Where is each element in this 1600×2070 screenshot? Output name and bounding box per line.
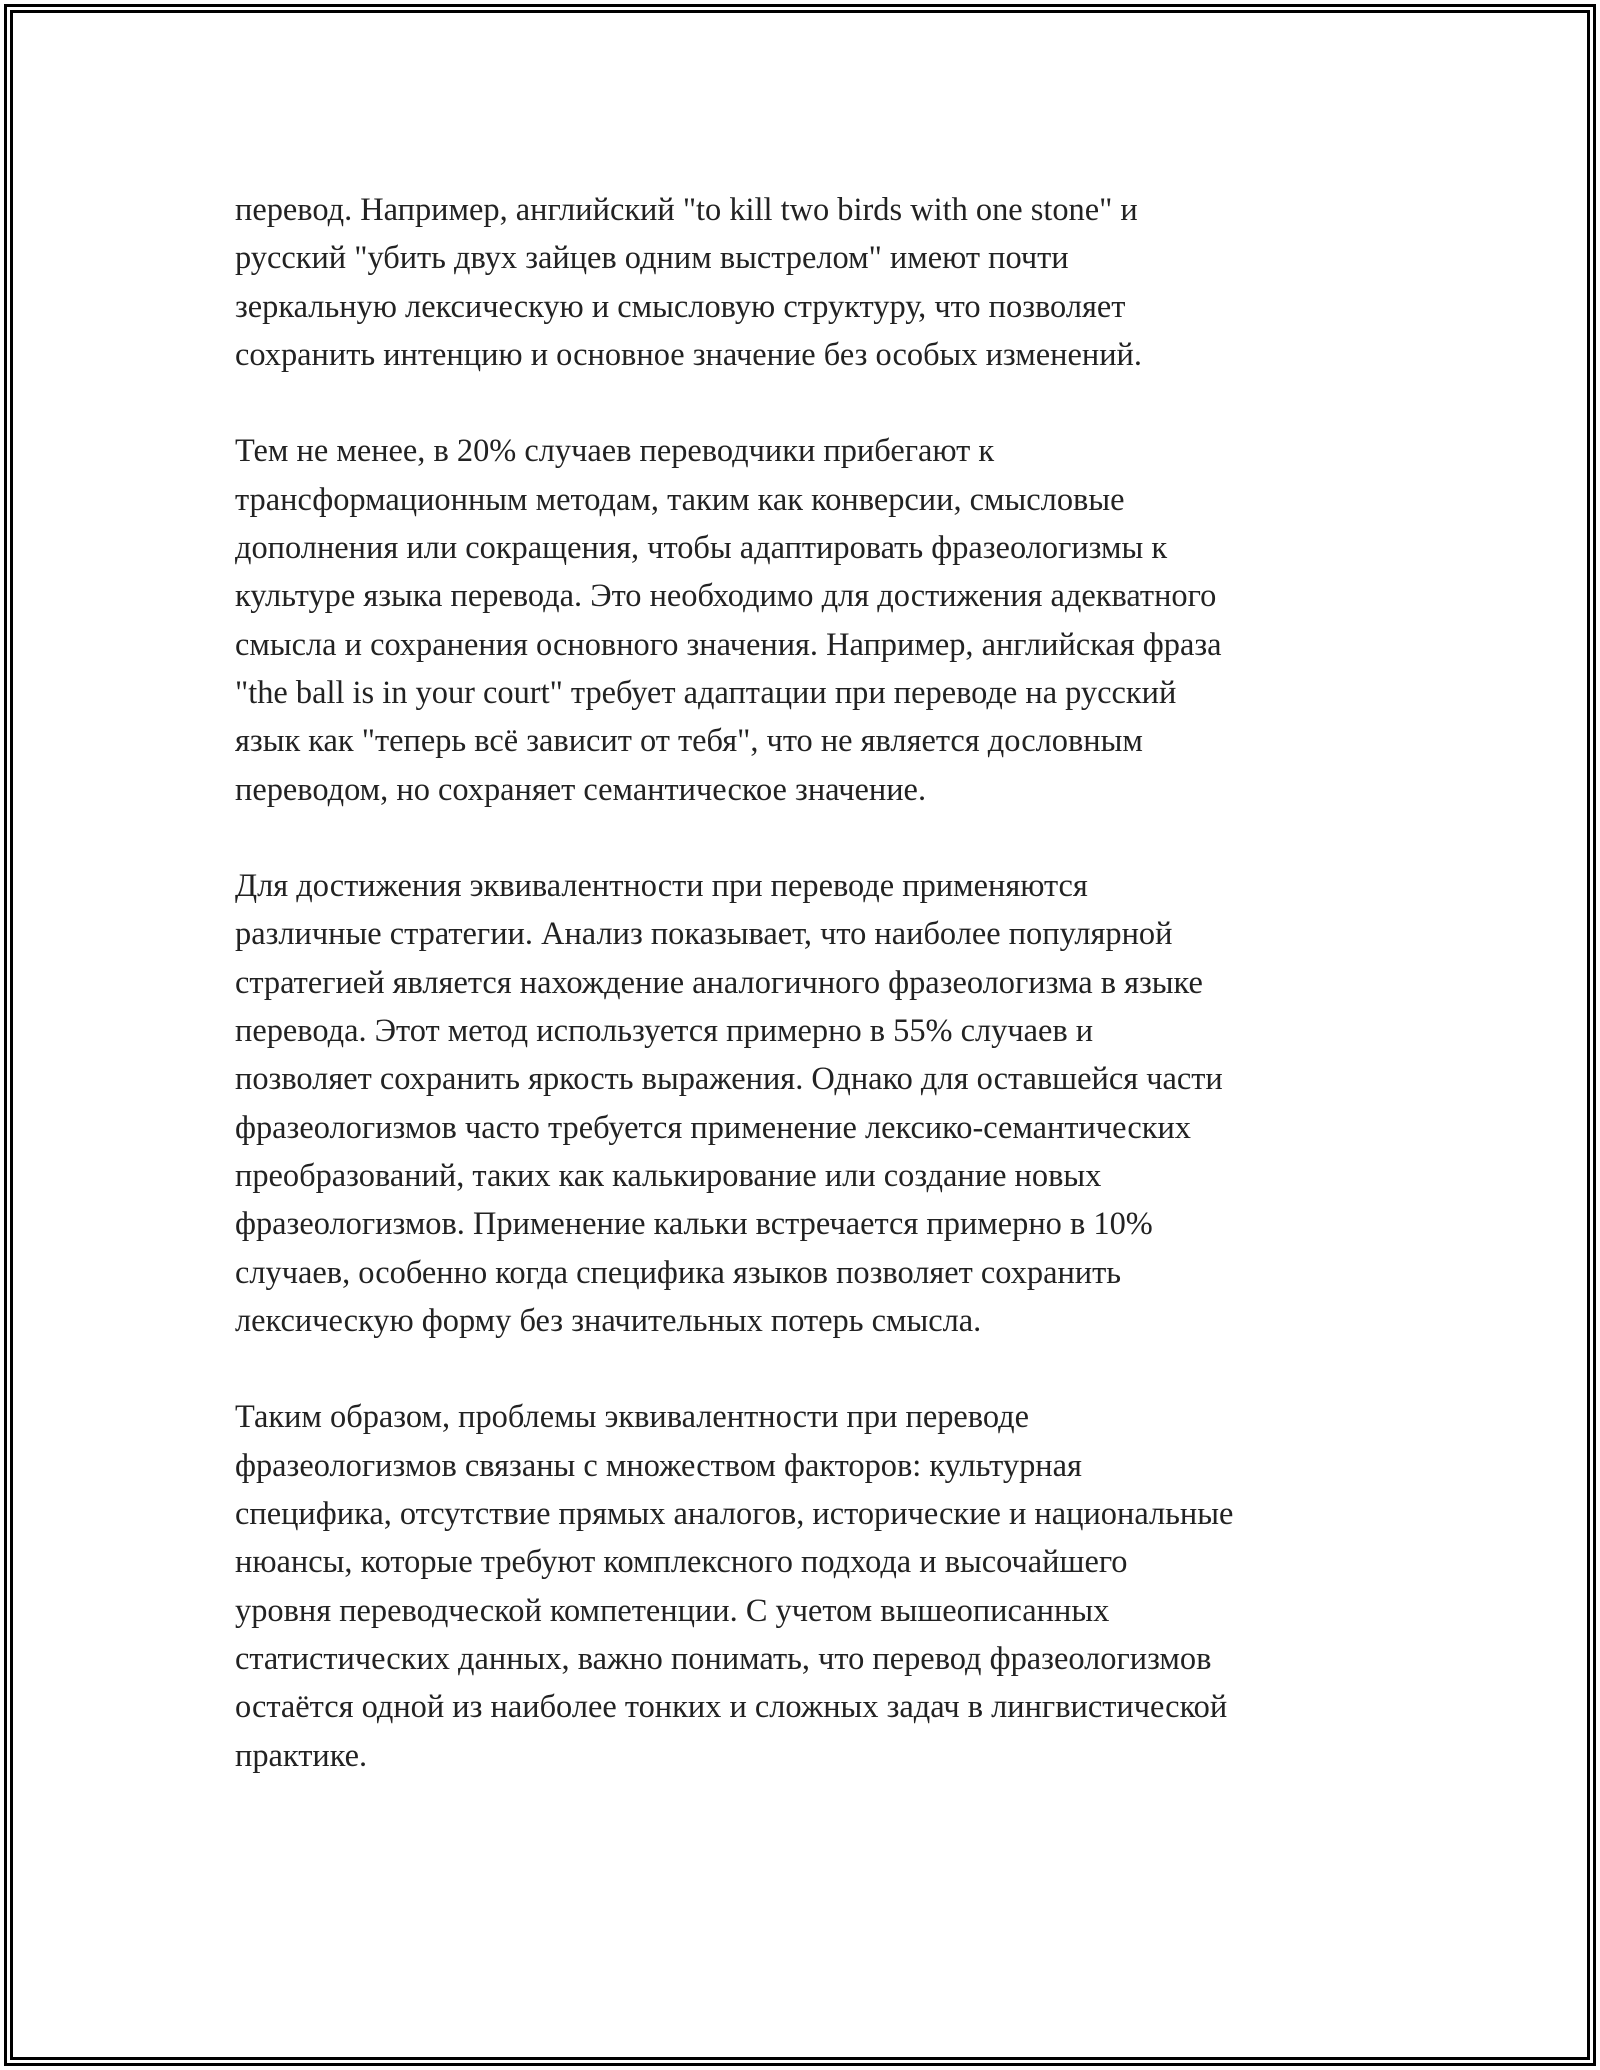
text-line: практике. [235,1737,368,1774]
text-line: трансформационным методам, таким как конверсии, смысловые [235,481,1125,518]
text-line: уровня переводческой компетенции. С учетом вышеописанных [235,1592,1110,1629]
paragraph-3 [235,862,1375,1345]
text-line: русский "убить двух зайцев одним выстрелом" имеют почти [235,240,1069,277]
text-line: позволяет сохранить яркость выражения. Однако для оставшейся части [235,1061,1223,1098]
text-line: специфика, отсутствие прямых аналогов, исторические и национальные [235,1496,1234,1533]
text-line: фразеологизмов. Применение кальки встречается примерно в 10% [235,1206,1153,1243]
text-line: статистических данных, важно понимать, что перевод фразеологизмов [235,1640,1212,1677]
text-line: остаётся одной из наиболее тонких и сложных задач в лингвистической [235,1689,1228,1726]
text-line: различные стратегии. Анализ показывает, что наиболее популярной [235,916,1173,953]
paragraph-1 [235,186,1375,379]
text-line: "the ball is in your court" требует адаптации при переводе на русский [235,674,1177,711]
text-line: смысла и сохранения основного значения. Например, английская фраза [235,626,1222,663]
text-line: стратегией является нахождение аналогичного фразеологизма в языке [235,964,1203,1001]
text-line: язык как "теперь всё зависит от тебя", что не является дословным [235,723,1143,760]
document-body [235,186,1375,1828]
text-line: фразеологизмов связаны с множеством факторов: культурная [235,1447,1082,1484]
text-line: фразеологизмов часто требуется применение лексико-семантических [235,1109,1191,1146]
text-line: перевода. Этот метод используется примерно в 55% случаев и [235,1013,1094,1050]
paragraph-4 [235,1393,1375,1779]
text-line: лексическую форму без значительных потерь смысла. [235,1302,982,1339]
text-line: зеркальную лексическую и смысловую структуру, что позволяет [235,288,1126,325]
paragraph-2 [235,427,1375,813]
text-line: переводом, но сохраняет семантическое значение. [235,771,927,808]
text-line: Таким образом, проблемы эквивалентности при переводе [235,1399,1029,1436]
text-line: случаев, особенно когда специфика языков позволяет сохранить [235,1254,1122,1291]
text-line: Для достижения эквивалентности при переводе применяются [235,868,1088,905]
text-line: дополнения или сокращения, чтобы адаптировать фразеологизмы к [235,530,1168,567]
text-line: преобразований, таких как калькирование или создание новых [235,1157,1102,1194]
text-line: культуре языка перевода. Это необходимо для достижения адекватного [235,578,1217,615]
text-line: Тем не менее, в 20% случаев переводчики прибегают к [235,433,995,470]
text-line: нюансы, которые требуют комплексного подхода и высочайшего [235,1544,1128,1581]
text-line: сохранить интенцию и основное значение без особых изменений. [235,336,1142,373]
text-line: перевод. Например, английский "to kill two birds with one stone" и [235,192,1138,228]
